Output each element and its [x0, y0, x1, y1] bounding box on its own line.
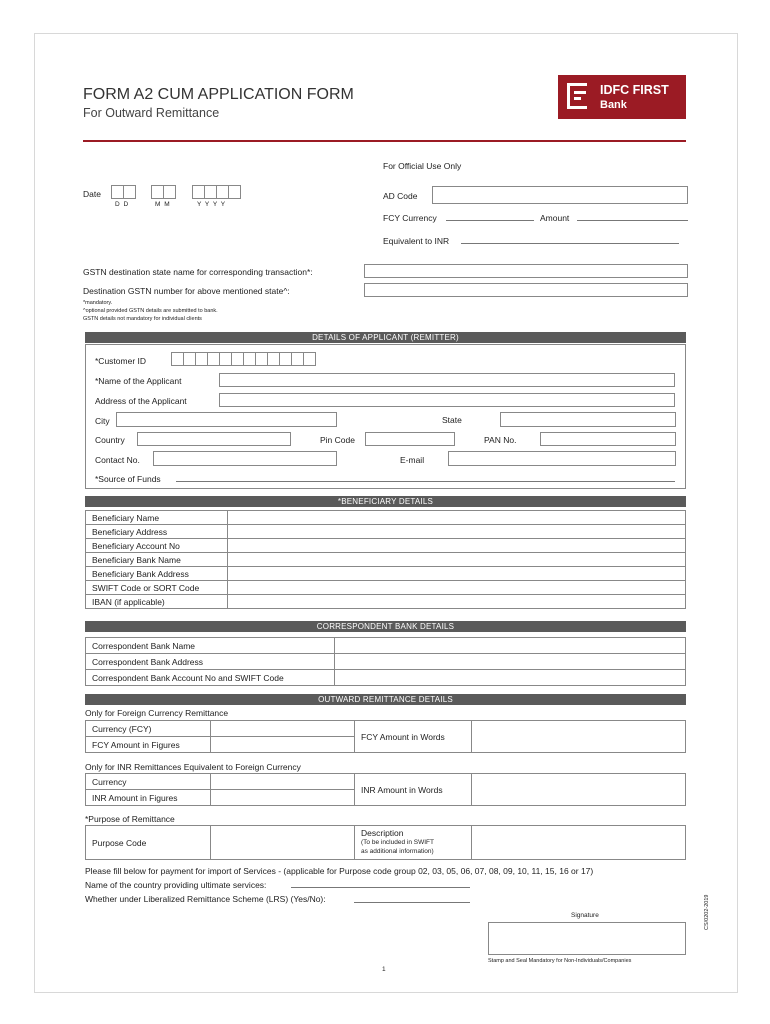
- state-label: State: [442, 415, 462, 425]
- correspondent-account-swift-label: Correspondent Bank Account No and SWIFT Code: [86, 670, 335, 686]
- gstn-state-input[interactable]: [364, 264, 688, 278]
- correspondent-bank-name-label: Correspondent Bank Name: [86, 638, 335, 654]
- country-services-label: Name of the country providing ultimate services:: [85, 880, 267, 890]
- description-title: Description: [361, 828, 404, 838]
- table-row: [86, 581, 686, 595]
- form-subtitle: For Outward Remittance: [83, 106, 220, 120]
- fcy-currency-line[interactable]: [446, 220, 534, 221]
- description-label: [355, 826, 472, 860]
- beneficiary-address-label: Beneficiary Address: [86, 525, 228, 539]
- table-row: [86, 525, 686, 539]
- table-row: [86, 511, 686, 525]
- lrs-label: Whether under Liberalized Remittance Scheme (LRS) (Yes/No):: [85, 894, 326, 904]
- table-row: [86, 826, 686, 860]
- correspondent-bank-name-input[interactable]: [335, 638, 686, 654]
- country-services-line[interactable]: [291, 887, 470, 888]
- purpose-code-input[interactable]: [211, 826, 355, 860]
- applicant-name-label: *Name of the Applicant: [95, 376, 182, 386]
- inr-figures-label: INR Amount in Figures: [86, 790, 211, 806]
- date-dd-hint: D D: [115, 201, 130, 208]
- applicant-name-input[interactable]: [219, 373, 675, 387]
- form-title: FORM A2 CUM APPLICATION FORM: [83, 86, 354, 103]
- table-row: [86, 638, 686, 654]
- beneficiary-bank-address-label: Beneficiary Bank Address: [86, 567, 228, 581]
- fcy-figures-input[interactable]: [211, 737, 355, 753]
- customer-id-label: *Customer ID: [95, 356, 147, 366]
- country-label: Country: [95, 435, 125, 445]
- beneficiary-address-input[interactable]: [228, 525, 686, 539]
- inr-only-label: Only for INR Remittances Equivalent to Foreign Currency: [85, 762, 301, 772]
- date-day-boxes[interactable]: [111, 185, 135, 199]
- contact-label: Contact No.: [95, 455, 140, 465]
- table-row: [86, 553, 686, 567]
- city-label: City: [95, 416, 110, 426]
- inr-words-label: INR Amount in Words: [355, 774, 472, 806]
- city-input[interactable]: [116, 412, 337, 427]
- source-funds-line[interactable]: [176, 481, 675, 482]
- date-month-boxes[interactable]: [151, 185, 175, 199]
- beneficiary-table: [85, 510, 686, 609]
- table-row: [86, 670, 686, 686]
- correspondent-account-swift-input[interactable]: [335, 670, 686, 686]
- applicant-address-input[interactable]: [219, 393, 675, 407]
- pan-label: PAN No.: [484, 435, 517, 445]
- beneficiary-bank-name-input[interactable]: [228, 553, 686, 567]
- date-label: Date: [83, 189, 101, 199]
- logo-line2: Bank: [600, 99, 627, 111]
- swift-sort-input[interactable]: [228, 581, 686, 595]
- pin-code-label: Pin Code: [320, 435, 355, 445]
- beneficiary-name-input[interactable]: [228, 511, 686, 525]
- pin-code-input[interactable]: [365, 432, 455, 446]
- beneficiary-account-input[interactable]: [228, 539, 686, 553]
- beneficiary-section-header: *BENEFICIARY DETAILS: [85, 496, 686, 507]
- correspondent-bank-address-input[interactable]: [335, 654, 686, 670]
- date-year-boxes[interactable]: [192, 185, 240, 199]
- equivalent-inr-line[interactable]: [461, 243, 679, 244]
- gstn-number-label: Destination GSTN number for above mentioned state^:: [83, 286, 290, 296]
- applicant-section-header: DETAILS OF APPLICANT (REMITTER): [85, 332, 686, 343]
- beneficiary-account-label: Beneficiary Account No: [86, 539, 228, 553]
- purpose-table: [85, 825, 686, 860]
- currency-input[interactable]: [211, 774, 355, 790]
- table-row: [86, 595, 686, 609]
- customer-id-boxes[interactable]: [171, 352, 315, 366]
- description-note-2: as additional information): [361, 848, 434, 855]
- outward-section-header: OUTWARD REMITTANCE DETAILS: [85, 694, 686, 705]
- fcy-table: [85, 720, 686, 753]
- inr-table: [85, 773, 686, 806]
- form-code: CS/0202-2019: [704, 894, 710, 930]
- table-row: [86, 721, 686, 737]
- gstn-number-input[interactable]: [364, 283, 688, 297]
- correspondent-section-header: CORRESPONDENT BANK DETAILS: [85, 621, 686, 632]
- stamp-note: Stamp and Seal Mandatory for Non-Individuals/Companies: [488, 958, 632, 964]
- fcy-only-label: Only for Foreign Currency Remittance: [85, 708, 229, 718]
- gstn-note-2: ^optional provided GSTN details are submitted to bank.: [83, 308, 218, 314]
- fcy-currency-label: FCY Currency: [383, 213, 437, 223]
- gstn-note-3: GSTN details not mandatory for individual clients: [83, 316, 202, 322]
- inr-words-input[interactable]: [472, 774, 686, 806]
- iban-input[interactable]: [228, 595, 686, 609]
- equivalent-inr-label: Equivalent to INR: [383, 236, 450, 246]
- lrs-line[interactable]: [354, 902, 470, 903]
- beneficiary-name-label: Beneficiary Name: [86, 511, 228, 525]
- bank-logo: [558, 75, 686, 119]
- source-funds-label: *Source of Funds: [95, 474, 161, 484]
- applicant-address-label: Address of the Applicant: [95, 396, 187, 406]
- table-row: [86, 539, 686, 553]
- signature-label: Signature: [571, 912, 599, 919]
- swift-sort-label: SWIFT Code or SORT Code: [86, 581, 228, 595]
- description-input[interactable]: [472, 826, 686, 860]
- beneficiary-bank-address-input[interactable]: [228, 567, 686, 581]
- header-divider: [83, 140, 686, 142]
- country-input[interactable]: [137, 432, 291, 446]
- currency-fcy-input[interactable]: [211, 721, 355, 737]
- table-row: [86, 567, 686, 581]
- pan-input[interactable]: [540, 432, 676, 446]
- logo-line1: IDFC FIRST: [600, 83, 669, 97]
- gstn-note-1: *mandatory.: [83, 300, 113, 306]
- logo-mark-icon: [567, 83, 591, 110]
- date-yyyy-hint: Y Y Y Y: [197, 201, 227, 208]
- official-use-heading: For Official Use Only: [383, 161, 462, 171]
- contact-input[interactable]: [153, 451, 337, 466]
- beneficiary-bank-name-label: Beneficiary Bank Name: [86, 553, 228, 567]
- correspondent-table: [85, 637, 686, 686]
- purpose-heading: *Purpose of Remittance: [85, 814, 175, 824]
- table-row: [86, 654, 686, 670]
- fcy-words-input[interactable]: [472, 721, 686, 753]
- iban-label: IBAN (if applicable): [86, 595, 228, 609]
- date-mm-hint: M M: [155, 201, 171, 208]
- currency-label: Currency: [86, 774, 211, 790]
- signature-box[interactable]: [488, 922, 686, 955]
- fcy-words-label: FCY Amount in Words: [355, 721, 472, 753]
- ad-code-label: AD Code: [383, 191, 418, 201]
- table-row: [86, 774, 686, 790]
- state-input[interactable]: [500, 412, 676, 427]
- page-number: 1: [382, 966, 386, 973]
- correspondent-bank-address-label: Correspondent Bank Address: [86, 654, 335, 670]
- email-label: E-mail: [400, 455, 425, 465]
- purpose-code-label: Purpose Code: [86, 826, 211, 860]
- amount-label: Amount: [540, 213, 570, 223]
- inr-figures-input[interactable]: [211, 790, 355, 806]
- services-instruction: Please fill below for payment for import of Services - (applicable for Purpose code group 02, 03, 05, 06, 07, 08, 09, 10, 11, 15, 16 or 17): [85, 866, 594, 876]
- currency-fcy-label: Currency (FCY): [86, 721, 211, 737]
- amount-line[interactable]: [577, 220, 688, 221]
- description-note-1: (To be included in SWIFT: [361, 839, 434, 846]
- ad-code-input[interactable]: [432, 186, 688, 204]
- fcy-figures-label: FCY Amount in Figures: [86, 737, 211, 753]
- gstn-state-label: GSTN destination state name for corresponding transaction*:: [83, 267, 313, 277]
- email-input[interactable]: [448, 451, 676, 466]
